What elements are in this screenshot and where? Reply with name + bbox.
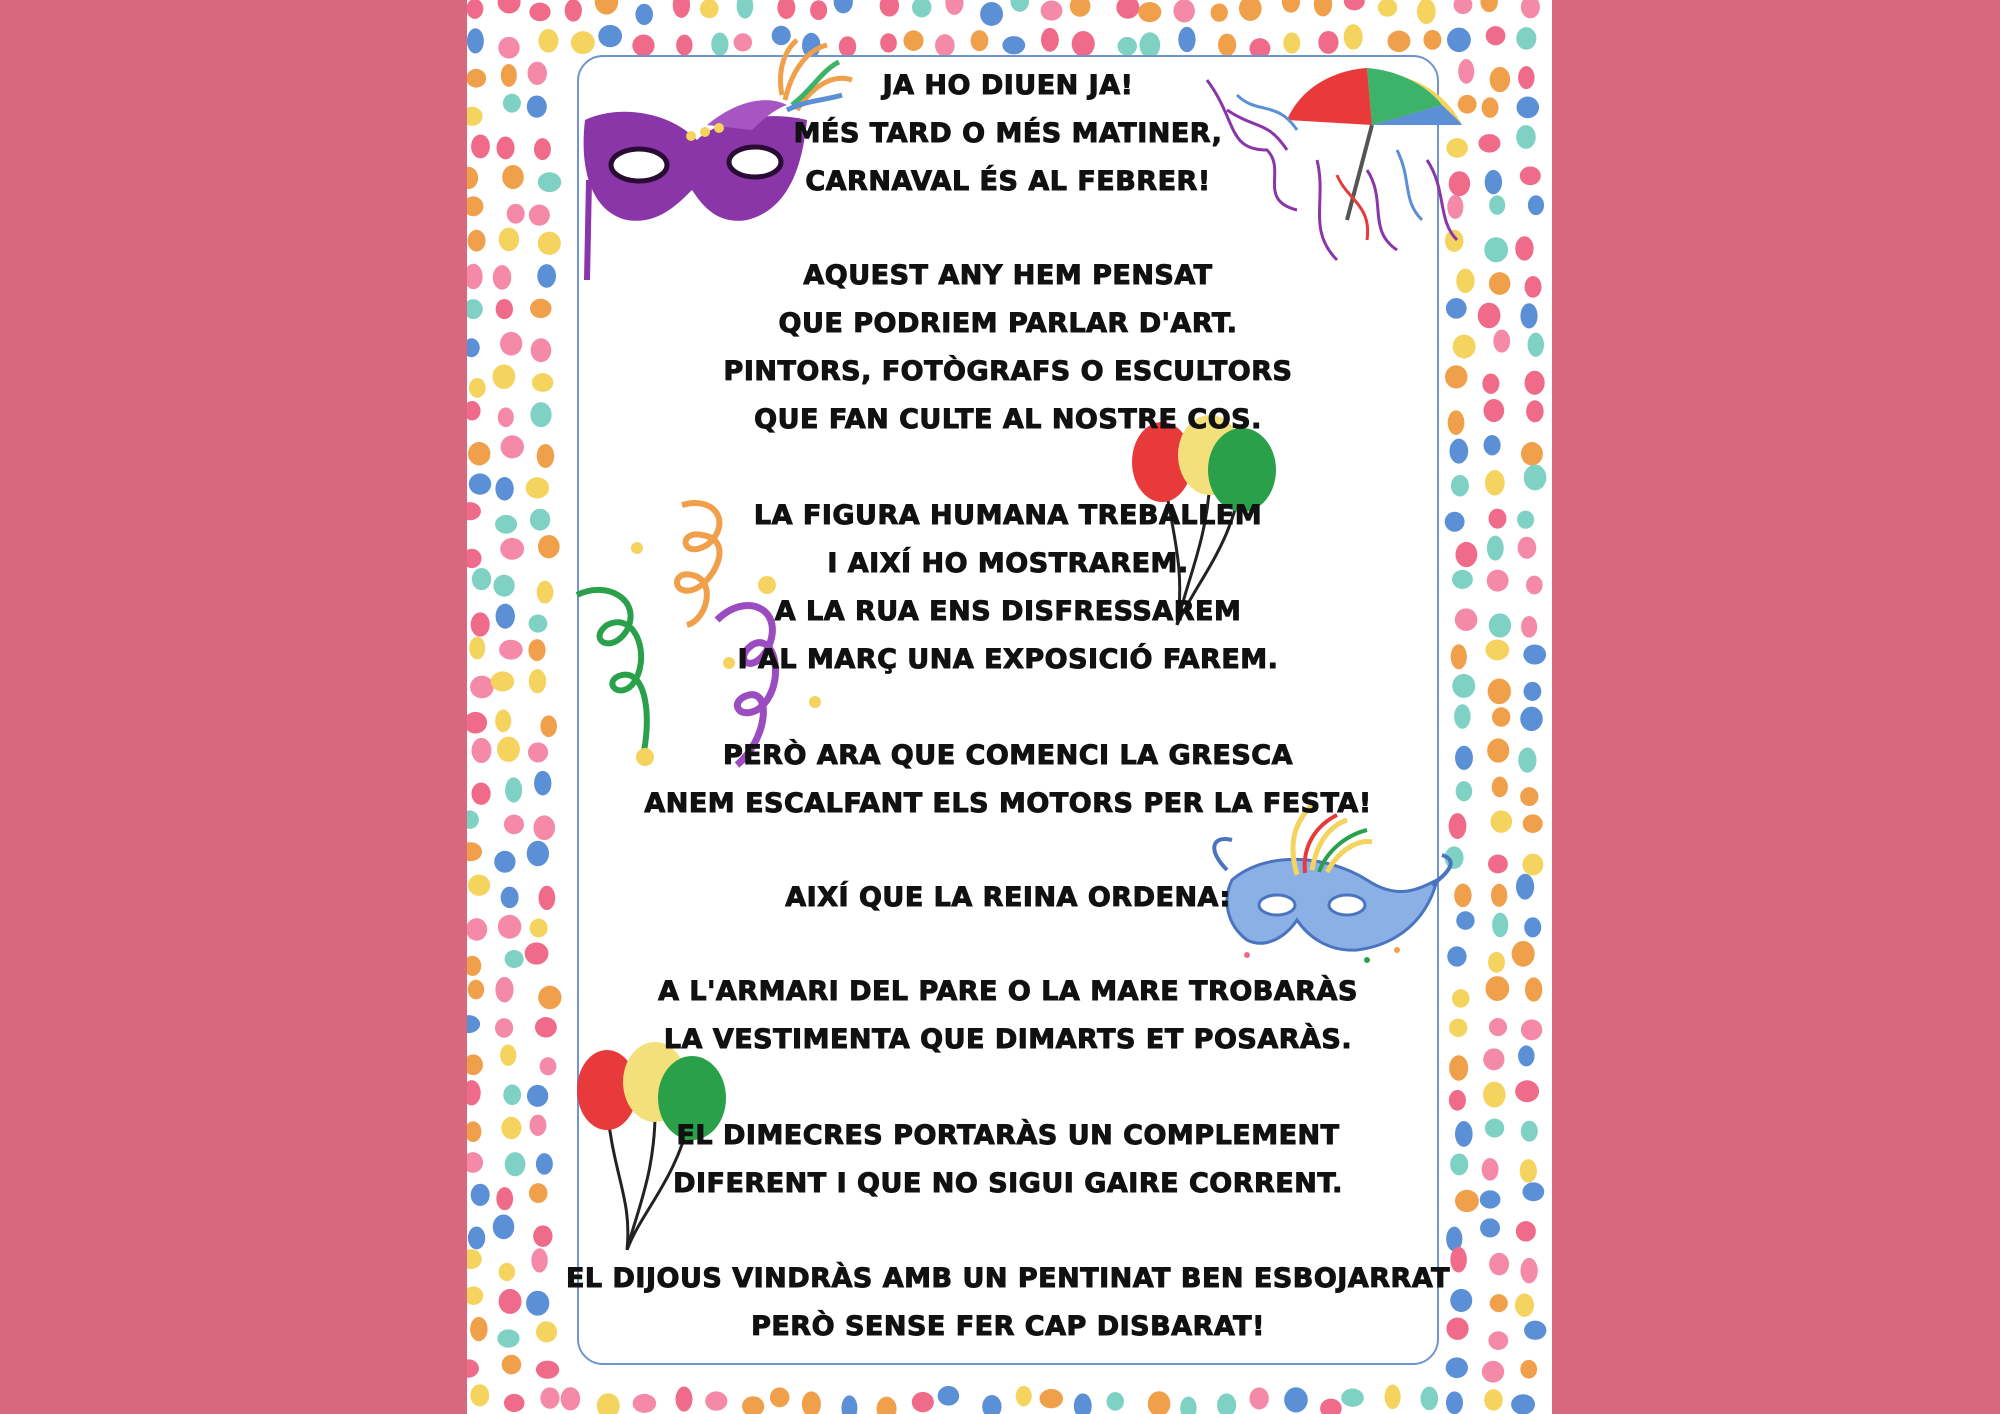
decoration-layer [467, 0, 1552, 1414]
carnival-poster [467, 0, 1552, 1414]
poem-line: I AIXÍ HO MOSTRAREM. [827, 548, 1189, 579]
poem-line: LA FIGURA HUMANA TREBALLEM [753, 500, 1263, 531]
poem-line: CARNAVAL ÉS AL FEBRER! [805, 166, 1211, 197]
poem-line: AQUEST ANY HEM PENSAT [803, 260, 1213, 291]
poem-line: PERÒ SENSE FER CAP DISBARAT! [751, 1311, 1265, 1342]
poem-line: I AL MARÇ UNA EXPOSICIÓ FAREM. [737, 644, 1279, 675]
poem-line: DIFERENT I QUE NO SIGUI GAIRE CORRENT. [673, 1168, 1343, 1199]
poem-line: A L'ARMARI DEL PARE O LA MARE TROBARÀS [658, 976, 1358, 1007]
poem-line: JA HO DIUEN JA! [882, 70, 1134, 101]
poem-line: PINTORS, FOTÒGRAFS O ESCULTORS [723, 356, 1293, 387]
poem-line: LA VESTIMENTA QUE DIMARTS ET POSARÀS. [663, 1024, 1353, 1055]
poem-line: A LA RUA ENS DISFRESSAREM [774, 596, 1242, 627]
poem-line: AIXÍ QUE LA REINA ORDENA: [785, 882, 1231, 913]
poem-line: EL DIJOUS VINDRÀS AMB UN PENTINAT BEN ESBOJARRAT [565, 1263, 1451, 1294]
streamers-icon [577, 503, 821, 766]
poem-line: PERÒ ARA QUE COMENCI LA GRESCA [722, 740, 1294, 771]
poem-line: QUE FAN CULTE AL NOSTRE COS. [754, 404, 1262, 435]
poem-line: EL DIMECRES PORTARÀS UN COMPLEMENT [676, 1120, 1340, 1151]
poem-line: ANEM ESCALFANT ELS MOTORS PER LA FESTA! [644, 788, 1372, 819]
poem-line: MÉS TARD O MÉS MATINER, [793, 118, 1223, 149]
poem-line: QUE PODRIEM PARLAR D'ART. [778, 308, 1238, 339]
